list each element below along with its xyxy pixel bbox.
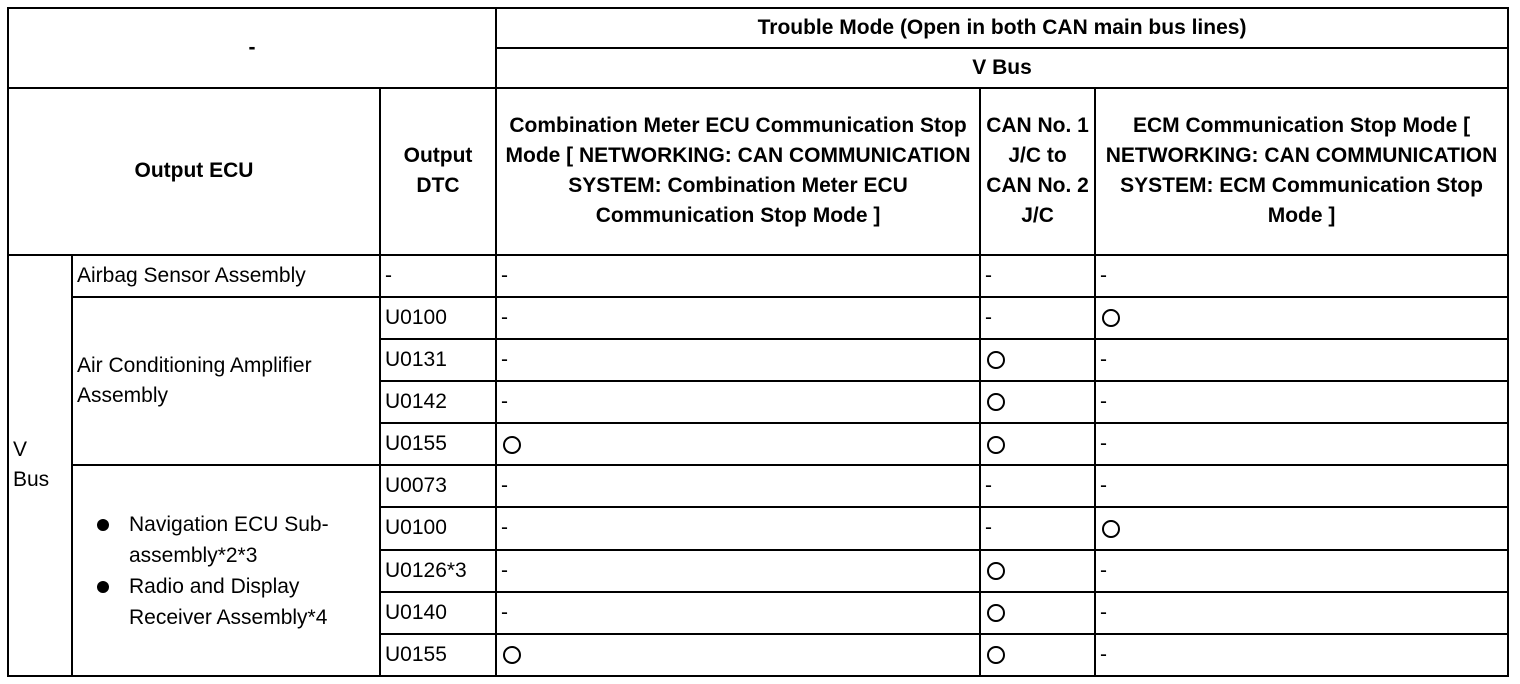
ecm-cell [1095, 255, 1508, 297]
dtc-cell: U0140 [380, 592, 496, 634]
dash-mark: - [1100, 390, 1108, 414]
dash-mark: - [501, 305, 509, 329]
header-row-3 [8, 88, 1508, 254]
dtc-cell: U0073 [380, 465, 496, 507]
meter-cell [496, 381, 980, 423]
ecm-cell [1095, 381, 1508, 423]
ecm-cell [1095, 339, 1508, 381]
meter-cell [496, 507, 980, 549]
circle-mark-icon [987, 604, 1005, 622]
ecm-cell [1095, 634, 1508, 676]
output-ecu-header: Output ECU [8, 88, 380, 254]
circle-mark-icon [987, 646, 1005, 664]
v-bus-header: V Bus [496, 48, 1508, 88]
ecu-airbag: Airbag Sensor Assembly [72, 255, 380, 297]
circle-mark-icon [1102, 520, 1120, 538]
corner-header: - [8, 8, 496, 88]
table-row [8, 465, 1508, 507]
can-cell [980, 381, 1095, 423]
dash-mark: - [501, 390, 509, 414]
dash-mark: - [1100, 558, 1108, 582]
dtc-cell: U0100 [380, 297, 496, 339]
meter-cell [496, 423, 980, 465]
dash-mark: - [1100, 263, 1108, 287]
can-cell [980, 507, 1095, 549]
list-item [77, 509, 375, 571]
dtc-cell: U0155 [380, 634, 496, 676]
can-cell [980, 550, 1095, 592]
ecu-aircon: Air Conditioning Amplifier Assembly [72, 297, 380, 466]
circle-mark-icon [503, 646, 521, 664]
meter-cell [496, 550, 980, 592]
dash-mark: - [985, 516, 993, 540]
can-cell [980, 255, 1095, 297]
can-cell [980, 297, 1095, 339]
dtc-cell: U0131 [380, 339, 496, 381]
dash-mark: - [501, 347, 509, 371]
dash-mark: - [1100, 600, 1108, 624]
ecu-navigation: Navigation ECU Sub-assembly*2*3 [129, 512, 329, 567]
ecm-cell [1095, 423, 1508, 465]
output-dtc-header: Output DTC [380, 88, 496, 254]
trouble-mode-header: Trouble Mode (Open in both CAN main bus lines) [496, 8, 1508, 48]
dash-mark: - [985, 263, 993, 287]
dash-mark: - [501, 558, 509, 582]
group-label-text: V Bus [13, 438, 50, 492]
can-cell [980, 634, 1095, 676]
dtc-cell: U0142 [380, 381, 496, 423]
circle-mark-icon [987, 393, 1005, 411]
dash-mark: - [501, 600, 509, 624]
meter-cell [496, 255, 980, 297]
dash-mark: - [985, 305, 993, 329]
meter-cell [496, 465, 980, 507]
circle-mark-icon [503, 436, 521, 454]
dash-mark: - [1100, 432, 1108, 456]
meter-stop-mode-header: Combination Meter ECU Communication Stop Mode [ NETWORKING: CAN COMMUNICATION SYSTEM: Combination Meter ECU Communication Stop Mode ] [496, 88, 980, 254]
dtc-cell: U0100 [380, 507, 496, 549]
ecm-cell [1095, 465, 1508, 507]
meter-cell [496, 297, 980, 339]
bullet-icon [97, 581, 109, 593]
dtc-table [7, 7, 1509, 677]
can-jc-header: CAN No. 1 J/C to CAN No. 2 J/C [980, 88, 1095, 254]
list-item [77, 571, 375, 633]
can-cell [980, 423, 1095, 465]
can-cell [980, 339, 1095, 381]
group-label [8, 255, 72, 676]
circle-mark-icon [987, 351, 1005, 369]
can-cell [980, 465, 1095, 507]
dtc-cell: U0155 [380, 423, 496, 465]
dash-mark: - [501, 516, 509, 540]
circle-mark-icon [987, 562, 1005, 580]
dash-mark: - [1100, 347, 1108, 371]
ecu-navigation-group [72, 465, 380, 676]
dash-mark: - [501, 263, 509, 287]
can-cell [980, 592, 1095, 634]
meter-cell [496, 634, 980, 676]
meter-cell [496, 592, 980, 634]
dash-mark: - [1100, 642, 1108, 666]
dtc-cell: - [380, 255, 496, 297]
dash-mark: - [985, 474, 993, 498]
dash-mark: - [501, 474, 509, 498]
ecm-cell [1095, 297, 1508, 339]
dtc-cell: U0126*3 [380, 550, 496, 592]
ecm-stop-mode-header: ECM Communication Stop Mode [ NETWORKING: CAN COMMUNICATION SYSTEM: ECM Communication Stop Mode ] [1095, 88, 1508, 254]
meter-cell [496, 339, 980, 381]
ecm-cell [1095, 592, 1508, 634]
dash-mark: - [1100, 474, 1108, 498]
circle-mark-icon [1102, 309, 1120, 327]
table-row [8, 255, 1508, 297]
ecu-bullet-list [77, 509, 375, 633]
table-row [8, 297, 1508, 339]
header-row-1 [8, 8, 1508, 48]
ecm-cell [1095, 550, 1508, 592]
ecu-radio-display: Radio and Display Receiver Assembly*4 [129, 574, 328, 629]
bullet-icon [97, 519, 109, 531]
circle-mark-icon [987, 436, 1005, 454]
ecm-cell [1095, 507, 1508, 549]
